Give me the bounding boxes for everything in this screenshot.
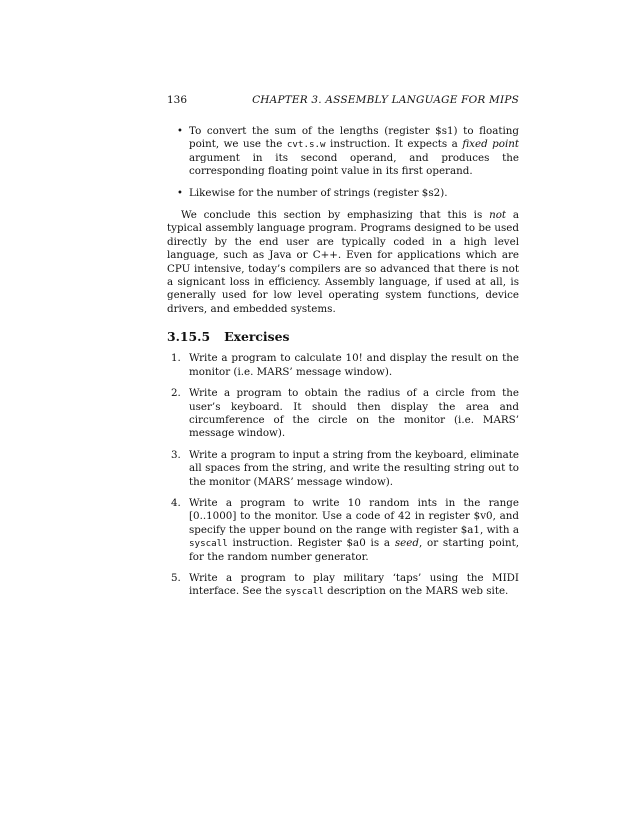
bullet-item: • To convert the sum of the lengths (register $s1) to floating point, we use the cvt.s.w instruction. It expects a fixed point argument in its second operand, and produces the corresponding floating point value in its first operand. (177, 125, 520, 178)
inline-code: syscall (285, 586, 324, 598)
exercise-item: 1. Write a program to calculate 10! and display the result on the monitor (i.e. MARS’ message window). (171, 352, 519, 378)
inline-code: cvt.s.w (286, 139, 326, 151)
exercise-item: 5. Write a program to play military ‘taps’ using the MIDI interface. See the syscall description on the MARS web site. (171, 571, 519, 598)
bullet-list (167, 125, 519, 200)
exercise-number: 3. (171, 448, 181, 461)
emphasis: seed (394, 537, 419, 550)
page-number: 136 (167, 94, 188, 106)
emphasis: fixed point (462, 138, 520, 151)
emphasis: not (489, 209, 507, 222)
exercise-number: 1. (171, 352, 181, 365)
exercise-item: 2. Write a program to obtain the radius of a circle from the user’s keyboard. It should then display the area and circumference of the circle on the monitor (i.e. MARS’ message window). (171, 387, 519, 440)
page-header (167, 94, 519, 107)
section-title: Exercises (224, 329, 290, 345)
document-page (167, 94, 519, 607)
exercise-item: 4. Write a program to write 10 random ints in the range [0..1000] to the monitor. Use a code of 42 in register $v0, and specify the upper bound on the range with register $a1, with a syscall instruction. Register $a0 is a seed, or starting point, for the random number generator. (171, 496, 519, 563)
bullet-item: • Likewise for the number of strings (register $s2). (177, 186, 448, 199)
running-title: CHAPTER 3. ASSEMBLY LANGUAGE FOR MIPS (252, 94, 519, 106)
section-number: 3.15.5 (167, 329, 211, 345)
inline-code: syscall (189, 538, 228, 550)
section-heading (167, 329, 519, 344)
exercise-item: 3. Write a program to input a string from the keyboard, eliminate all spaces from the string, and write the resulting string out to the monitor (MARS’ message window). (171, 448, 519, 488)
bullet-icon: • (177, 187, 183, 199)
bullet-icon: • (177, 126, 183, 137)
exercise-number: 4. (171, 496, 181, 509)
body-paragraph: We conclude this section by emphasizing that this is not a typical assembly language program. Programs designed to be used directly by the end user are typically coded in a high level language, such as Java or C++. Even for applications which are CPU intensive, today’s compilers are so advanced that there is not a signicant loss in efficiency. Assembly language, if used at all, is generally used for low level operating system functions, device drivers, and embedded systems. (167, 209, 519, 315)
exercise-number: 2. (171, 387, 181, 400)
exercise-number: 5. (171, 571, 181, 584)
exercise-list (167, 352, 519, 599)
